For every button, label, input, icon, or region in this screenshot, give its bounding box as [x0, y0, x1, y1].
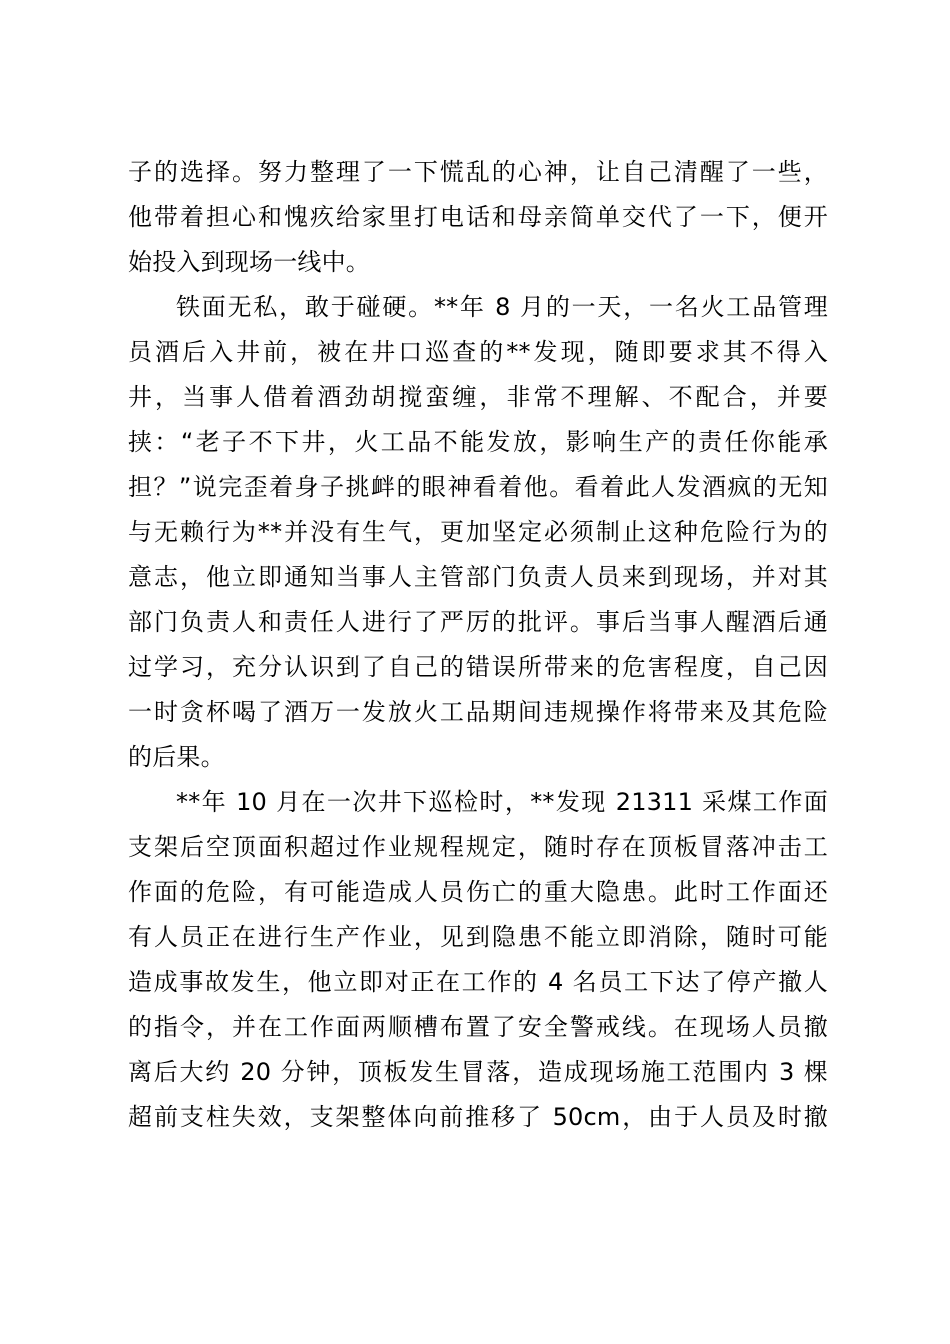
text-line: 他带着担心和愧疚给家里打电话和母亲简单交代了一下，便开 [128, 203, 828, 231]
text-line: 始投入到现场一线中。 [128, 248, 370, 276]
paragraph [128, 150, 828, 285]
text-line: 造成事故发生，他立即对正在工作的 4 名员工下达了停产撤人 [128, 968, 828, 996]
text-line: 离后大约 20 分钟，顶板发生冒落，造成现场施工范围内 3 棵 [128, 1058, 828, 1086]
text-line: 井，当事人借着酒劲胡搅蛮缠，非常不理解、不配合，并要 [128, 383, 828, 411]
paragraph [128, 780, 828, 1140]
text-line: **年 10 月在一次井下巡检时，**发现 21311 采煤工作面 [176, 788, 828, 816]
text-line: 超前支柱失效，支架整体向前推移了 50cm，由于人员及时撤 [128, 1103, 828, 1131]
text-line: 挟：“老子不下井，火工品不能发放，影响生产的责任你能承 [128, 428, 828, 456]
text-line: 员酒后入井前，被在井口巡查的**发现，随即要求其不得入 [128, 338, 828, 366]
text-line: 担？”说完歪着身子挑衅的眼神看着他。看着此人发酒疯的无知 [128, 473, 828, 501]
paragraph [128, 285, 828, 780]
text-line: 一时贪杯喝了酒万一发放火工品期间违规操作将带来及其危险 [128, 698, 828, 726]
text-line: 部门负责人和责任人进行了严厉的批评。事后当事人醒酒后通 [128, 608, 828, 636]
text-line: 过学习，充分认识到了自己的错误所带来的危害程度，自己因 [128, 653, 828, 681]
text-line: 意志，他立即通知当事人主管部门负责人员来到现场，并对其 [128, 563, 828, 591]
text-line: 子的选择。努力整理了一下慌乱的心神，让自己清醒了一些， [128, 158, 828, 186]
body-text [128, 150, 828, 1140]
text-line: 的指令，并在工作面两顺槽布置了安全警戒线。在现场人员撤 [128, 1013, 828, 1041]
text-line: 支架后空顶面积超过作业规程规定，随时存在顶板冒落冲击工 [128, 833, 828, 861]
text-line: 有人员正在进行生产作业，见到隐患不能立即消除，随时可能 [128, 923, 828, 951]
text-line: 铁面无私，敢于碰硬。**年 8 月的一天，一名火工品管理 [176, 293, 828, 321]
text-line: 与无赖行为**并没有生气，更加坚定必须制止这种危险行为的 [128, 518, 828, 546]
text-line: 作面的危险，有可能造成人员伤亡的重大隐患。此时工作面还 [128, 878, 828, 906]
text-line: 的后果。 [128, 743, 225, 771]
